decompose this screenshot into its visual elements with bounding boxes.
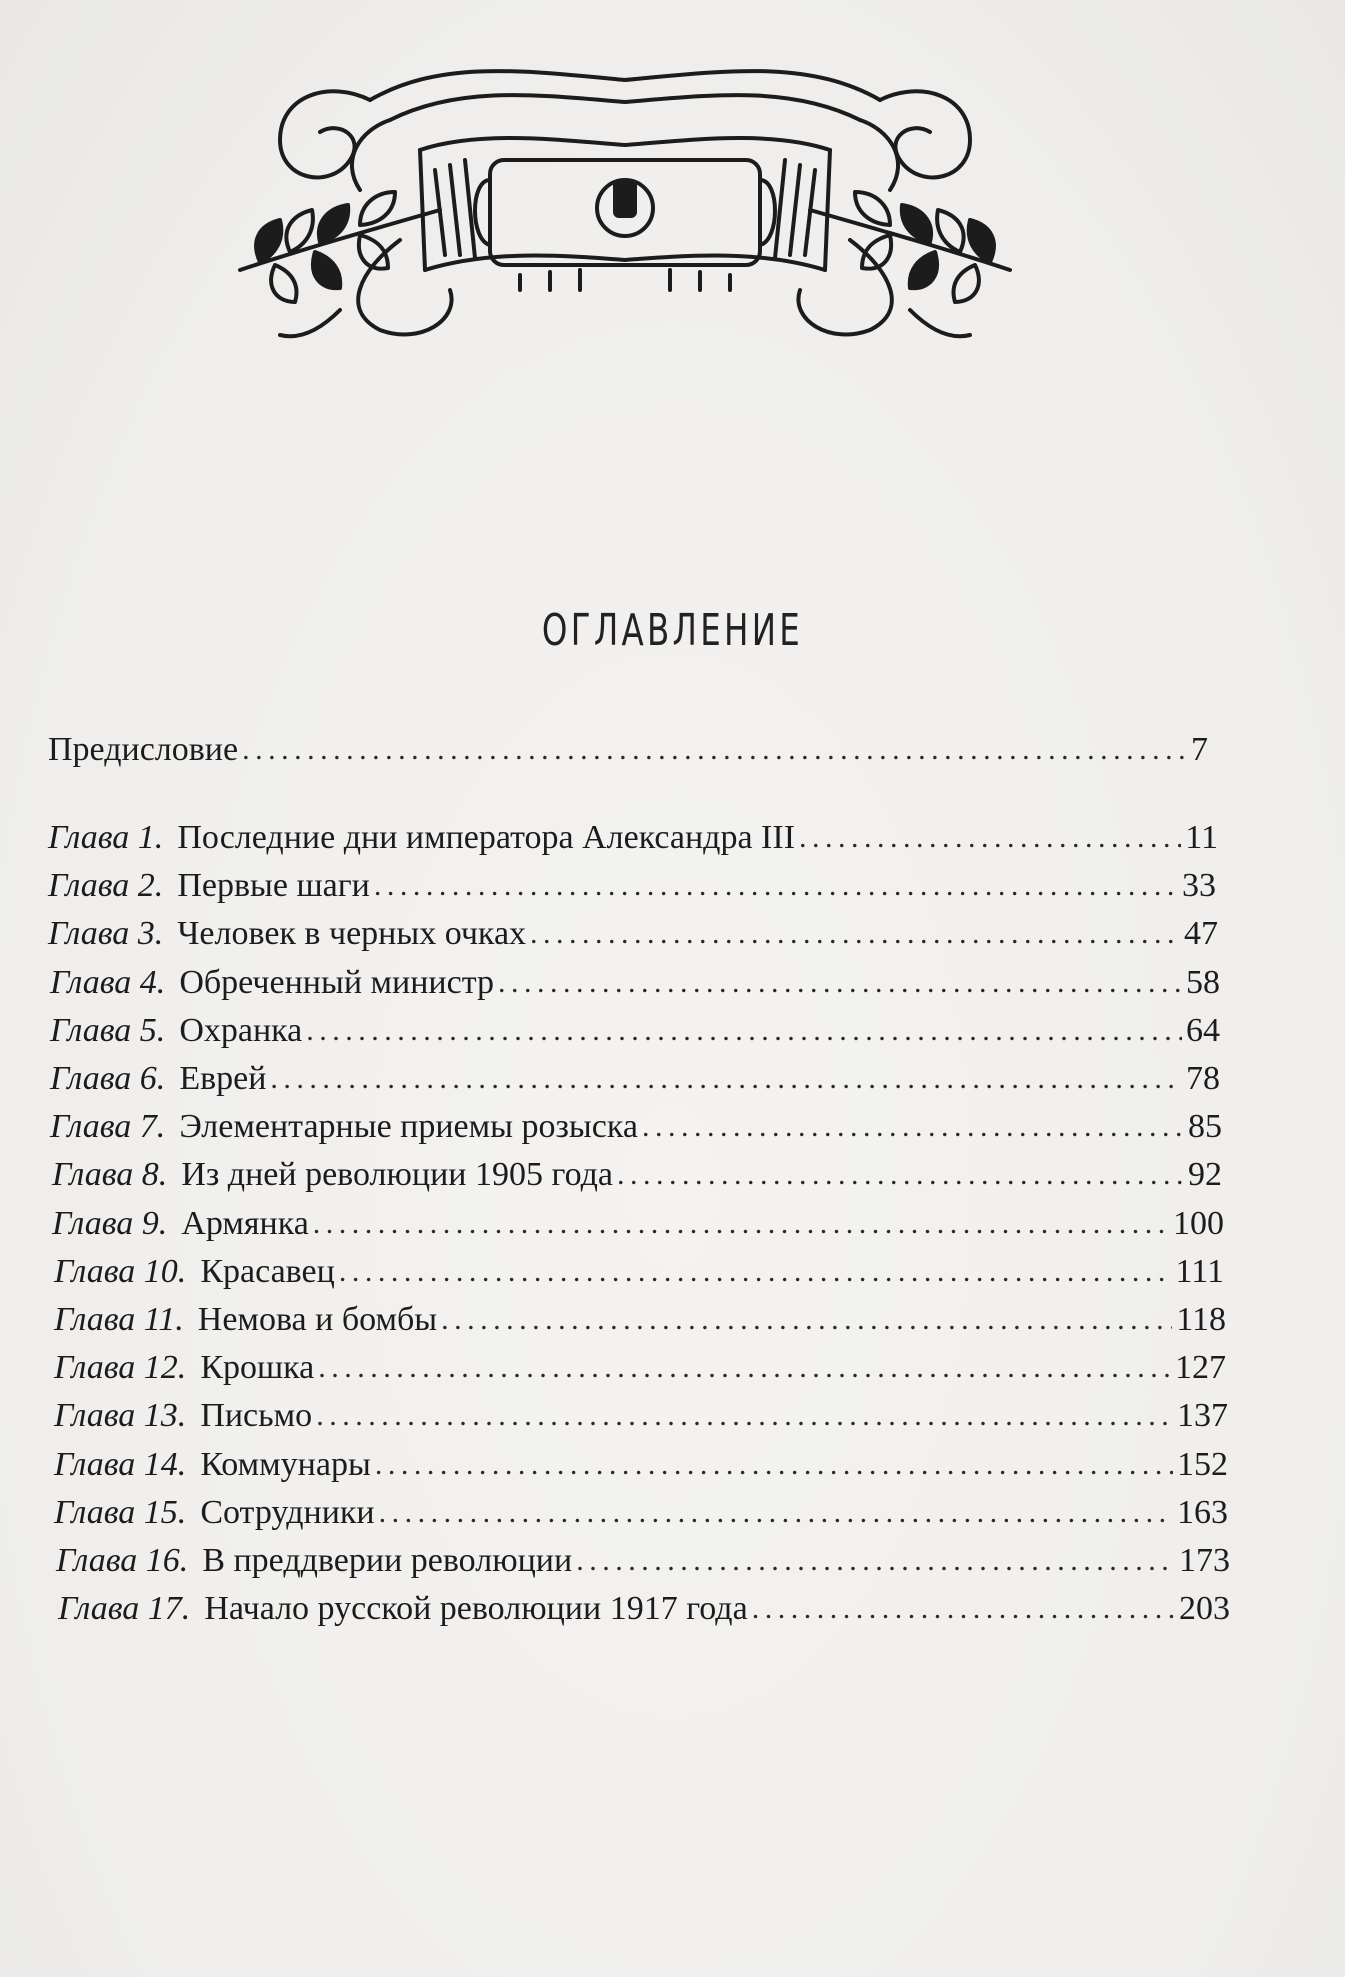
toc-entry-title: Из дней революции 1905 года <box>181 1156 614 1194</box>
toc-leader-dots <box>530 914 1180 954</box>
toc-chapter-label: Глава 5. <box>50 1011 166 1049</box>
toc-entry-title: Человек в черных очках <box>177 915 527 953</box>
toc-leader-dots <box>316 1396 1173 1436</box>
toc-entry-page: 173 <box>1179 1542 1230 1579</box>
toc-chapter-entry <box>52 1198 1224 1244</box>
toc-entry-title: Охранка <box>179 1011 303 1049</box>
toc-chapter-label: Глава 13. <box>54 1397 187 1435</box>
toc-chapter-entry <box>54 1342 1226 1388</box>
toc-chapter-label: Глава 4. <box>50 963 166 1001</box>
toc-leader-dots <box>318 1348 1171 1388</box>
toc-chapter-label: Глава 10. <box>54 1252 187 1290</box>
toc-chapter-label: Глава 16. <box>56 1542 189 1579</box>
toc-preface-entry <box>48 724 1208 770</box>
toc-chapter-entry <box>54 1246 1224 1292</box>
toc-leader-dots <box>313 1204 1169 1244</box>
toc-entry-page: 100 <box>1173 1204 1224 1242</box>
toc-leader-dots <box>642 1107 1184 1147</box>
toc-chapter-entry <box>54 1487 1228 1533</box>
toc-leader-dots <box>242 730 1187 770</box>
toc-chapter-label: Глава 9. <box>52 1204 168 1242</box>
toc-chapter-label: Глава 11. <box>54 1301 184 1338</box>
toc-chapter-entry <box>52 1149 1222 1195</box>
toc-entry-page: 163 <box>1177 1493 1228 1531</box>
toc-entry-page: 111 <box>1175 1252 1224 1290</box>
toc-chapter-label: Глава 1. <box>48 819 164 856</box>
toc-entry-page: 92 <box>1188 1156 1222 1194</box>
toc-chapter-entry <box>48 908 1218 954</box>
toc-chapter-entry <box>50 957 1220 1003</box>
toc-chapter-label: Глава 14. <box>54 1445 187 1483</box>
toc-leader-dots <box>498 963 1182 1003</box>
toc-entry-page: 78 <box>1186 1060 1220 1097</box>
toc-entry-title: Предисловие <box>48 731 239 768</box>
toc-chapter-label: Глава 6. <box>50 1060 166 1097</box>
toc-entry-page: 127 <box>1175 1349 1226 1387</box>
scroll-ornament-icon <box>220 40 1030 370</box>
toc-entry-title: Армянка <box>181 1204 309 1242</box>
toc-leader-dots <box>379 1493 1173 1533</box>
toc-chapter-entry <box>58 1583 1230 1629</box>
toc-leader-dots <box>306 1011 1182 1051</box>
toc-entry-page: 85 <box>1188 1108 1222 1146</box>
toc-entry-title: Обреченный министр <box>179 963 494 1001</box>
toc-chapter-label: Глава 12. <box>54 1349 187 1387</box>
toc-entry-page: 203 <box>1179 1590 1230 1628</box>
toc-chapter-label: Глава 2. <box>48 867 164 905</box>
toc-entry-page: 33 <box>1182 867 1216 905</box>
toc-entry-title: В преддверии революции <box>202 1542 573 1579</box>
toc-leader-dots <box>270 1059 1182 1099</box>
toc-chapter-entry <box>48 860 1216 906</box>
toc-entry-page: 11 <box>1185 819 1218 856</box>
toc-leader-dots <box>339 1252 1172 1292</box>
toc-entry-title: Начало русской революции 1917 года <box>204 1590 748 1628</box>
toc-entry-title: Первые шаги <box>177 867 370 905</box>
toc-leader-dots <box>799 818 1181 858</box>
toc-chapter-entry <box>50 1053 1220 1099</box>
toc-leader-dots <box>441 1300 1172 1340</box>
toc-entry-title: Элементарные приемы розыска <box>179 1108 638 1146</box>
toc-chapter-label: Глава 17. <box>58 1590 191 1628</box>
toc-entry-title: Красавец <box>200 1252 335 1290</box>
toc-entry-page: 47 <box>1184 915 1218 953</box>
toc-entry-title: Коммунары <box>200 1445 371 1483</box>
toc-chapter-entry <box>48 812 1218 858</box>
toc-entry-title: Письмо <box>200 1397 313 1435</box>
toc-chapter-label: Глава 7. <box>50 1108 166 1146</box>
toc-title: ОГЛАВЛЕНИЕ <box>541 605 804 656</box>
toc-entry-page: 64 <box>1186 1011 1220 1049</box>
toc-chapter-entry <box>56 1535 1230 1581</box>
toc-entry-page: 152 <box>1177 1445 1228 1483</box>
toc-entry-page: 137 <box>1177 1397 1228 1435</box>
toc-leader-dots <box>374 866 1178 906</box>
toc-chapter-entry <box>54 1390 1228 1436</box>
toc-entry-title: Крошка <box>200 1349 315 1387</box>
toc-chapter-label: Глава 15. <box>54 1493 187 1531</box>
toc-chapter-entry <box>54 1439 1228 1485</box>
toc-entry-page: 58 <box>1186 963 1220 1001</box>
toc-entry-page: 118 <box>1176 1301 1226 1338</box>
toc-entry-title: Еврей <box>179 1060 267 1097</box>
toc-leader-dots <box>617 1155 1184 1195</box>
toc-chapter-label: Глава 3. <box>48 915 164 953</box>
toc-chapter-entry <box>50 1005 1220 1051</box>
toc-leader-dots <box>752 1589 1175 1629</box>
toc-chapter-entry <box>50 1101 1222 1147</box>
toc-entry-title: Сотрудники <box>200 1493 375 1531</box>
toc-chapter-entry <box>54 1294 1226 1340</box>
toc-chapter-label: Глава 8. <box>52 1156 168 1194</box>
toc-entry-page: 7 <box>1191 731 1208 768</box>
toc-leader-dots <box>576 1541 1175 1581</box>
toc-entry-title: Немова и бомбы <box>197 1301 438 1338</box>
toc-leader-dots <box>375 1445 1173 1485</box>
toc-entry-title: Последние дни императора Александра III <box>177 819 796 856</box>
